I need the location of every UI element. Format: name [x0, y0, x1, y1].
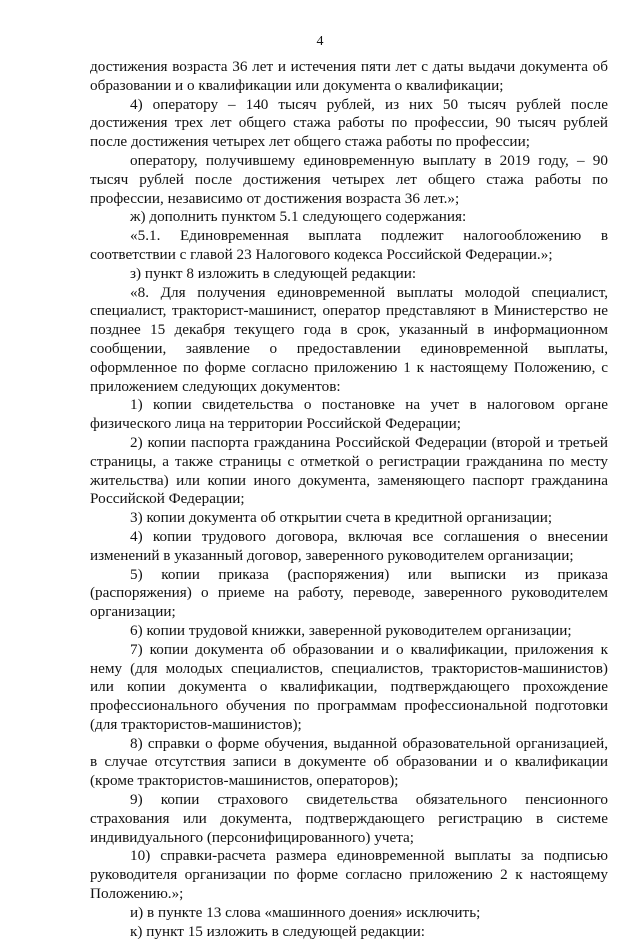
- document-body: [90, 58, 608, 941]
- paragraph: 7) копии документа об образовании и о квалификации, приложения к нему (для молодых специалистов, специалистов, трактористов-машинистов) или копии документа о квалификации, подтверждающего прохождение профессионального обучения по программам профессиональной подготовки (для трактористов-машинистов);: [90, 640, 608, 733]
- paragraph: 6) копии трудовой книжки, заверенной руководителем организации;: [130, 621, 572, 639]
- paragraph: 9) копии страхового свидетельства обязательного пенсионного страхования или документа, подтверждающего регистрацию в системе индивидуального (персонифицированного) учета;: [90, 791, 608, 846]
- paragraph: 10) справки-расчета размера единовременной выплаты за подписью руководителя организации по форме согласно приложению 2 к настоящему Положению.»;: [90, 847, 608, 903]
- paragraph: 2) копии паспорта гражданина Российской Федерации (второй и третьей страницы, а также страницы с отметкой о регистрации гражданина по месту жительства) или копии иного документа, заменяющего паспорт гражданина Российской Федерации;: [90, 433, 608, 508]
- paragraph: 5) копии приказа (распоряжения) или выписки из приказа (распоряжения) о приеме на работу, переводе, заверенного руководителем организации;: [90, 565, 608, 621]
- paragraph: 1) копии свидетельства о постановке на учет в налоговом органе физического лица на территории Российской Федерации;: [90, 396, 608, 433]
- page-number: 4: [316, 34, 324, 49]
- paragraph: 4) копии трудового договора, включая все соглашения о внесении изменений в указанный договор, заверенного руководителем организации;: [90, 527, 608, 564]
- paragraph: «5.1. Единовременная выплата подлежит налогообложению в соответствии с главой 23 Налогового кодекса Российской Федерации.»;: [90, 227, 608, 263]
- paragraph: оператору, получившему единовременную выплату в 2019 году, – 90 тысяч рублей после достижения четырех лет общего стажа работы по профессии, независимо от достижения возраста 36 лет.»;: [90, 151, 608, 207]
- paragraph: ж) дополнить пунктом 5.1 следующего содержания:: [130, 208, 467, 226]
- paragraph: к) пункт 15 изложить в следующей редакции:: [130, 922, 426, 940]
- paragraph: 3) копии документа об открытии счета в кредитной организации;: [130, 509, 553, 527]
- paragraph: и) в пункте 13 слова «машинного доения» исключить;: [130, 903, 481, 921]
- paragraph: достижения возраста 36 лет и истечения пяти лет с даты выдачи документа об образовании и о квалификации или документа о квалификации;: [90, 58, 608, 94]
- paragraph: 8) справки о форме обучения, выданной образовательной организацией, в случае отсутствия записи в документе об образовании и о квалификации (кроме трактористов-машинистов, операторов);: [90, 734, 608, 790]
- paragraph: 4) оператору – 140 тысяч рублей, из них 50 тысяч рублей после достижения трех лет общего стажа работы по профессии, 90 тысяч рублей после достижения четырех лет общего стажа работы по профессии;: [90, 95, 608, 151]
- paragraph: з) пункт 8 изложить в следующей редакции:: [130, 264, 417, 282]
- paragraph: «8. Для получения единовременной выплаты молодой специалист, специалист, тракторист-машинист, оператор представляют в Министерство не позднее 15 декабря текущего года в срок, указанный в информационном сообщении, заявление о предоставлении единовременной выплаты, оформленное по форме согласно приложению 1 к настоящему Положению, с приложением следующих документов:: [90, 283, 608, 395]
